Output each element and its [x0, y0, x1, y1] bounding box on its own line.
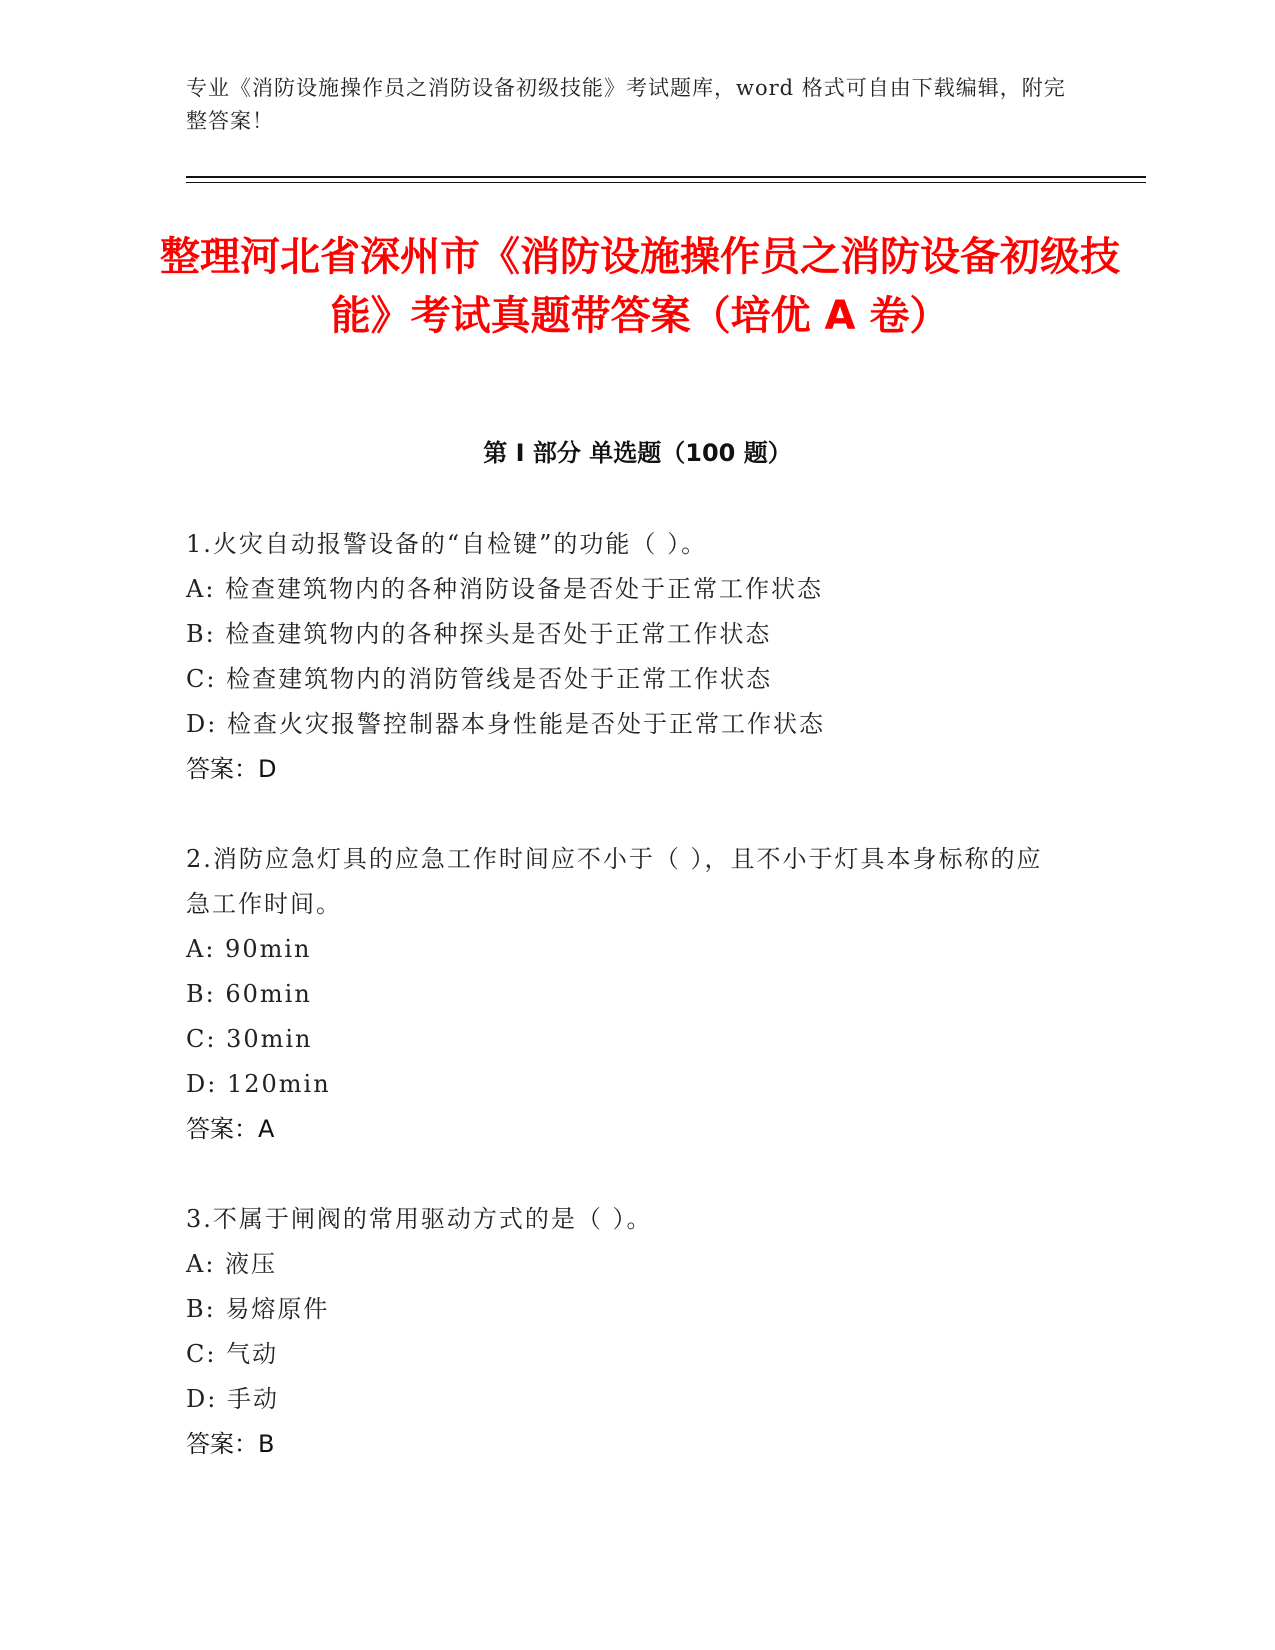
option-d: D: 120min: [186, 1070, 331, 1098]
option-c: C: 检查建筑物内的消防管线是否处于正常工作状态: [186, 665, 773, 693]
question-3: [186, 1197, 1066, 1467]
question-stem: 2.消防应急灯具的应急工作时间应不小于（ ），且不小于灯具本身标称的应急工作时间。: [186, 845, 1043, 918]
question-2: [186, 837, 1066, 1152]
option-c: C: 气动: [186, 1340, 279, 1368]
option-a: A: 液压: [186, 1250, 278, 1278]
option-b: B: 易熔原件: [186, 1295, 330, 1323]
question-stem: 1.火灾自动报警设备的“自检键”的功能（ ）。: [186, 530, 708, 558]
option-b: B: 检查建筑物内的各种探头是否处于正常工作状态: [186, 620, 772, 648]
header-divider-thin: [186, 182, 1146, 183]
option-c: C: 30min: [186, 1025, 313, 1053]
header-divider-thick: [186, 176, 1146, 178]
answer-line: 答案：B: [186, 1430, 275, 1458]
answer-line: 答案：D: [186, 755, 277, 783]
option-a: A: 90min: [186, 935, 312, 963]
option-d: D: 手动: [186, 1385, 279, 1413]
answer-line: 答案：A: [186, 1115, 275, 1143]
question-stem: 3.不属于闸阀的常用驱动方式的是（ ）。: [186, 1205, 653, 1233]
document-title: 整理河北省深州市《消防设施操作员之消防设备初级技能》考试真题带答案（培优 A 卷）: [160, 234, 1120, 339]
question-1: [186, 522, 1066, 792]
header-note: 专业《消防设施操作员之消防设备初级技能》考试题库，word 格式可自由下载编辑，附完整答案！: [186, 76, 1066, 133]
option-b: B: 60min: [186, 980, 312, 1008]
option-d: D: 检查火灾报警控制器本身性能是否处于正常工作状态: [186, 710, 825, 738]
section-heading: 第 I 部分 单选题（100 题）: [483, 439, 792, 467]
option-a: A: 检查建筑物内的各种消防设备是否处于正常工作状态: [186, 575, 824, 603]
question-list: [186, 522, 1066, 1512]
